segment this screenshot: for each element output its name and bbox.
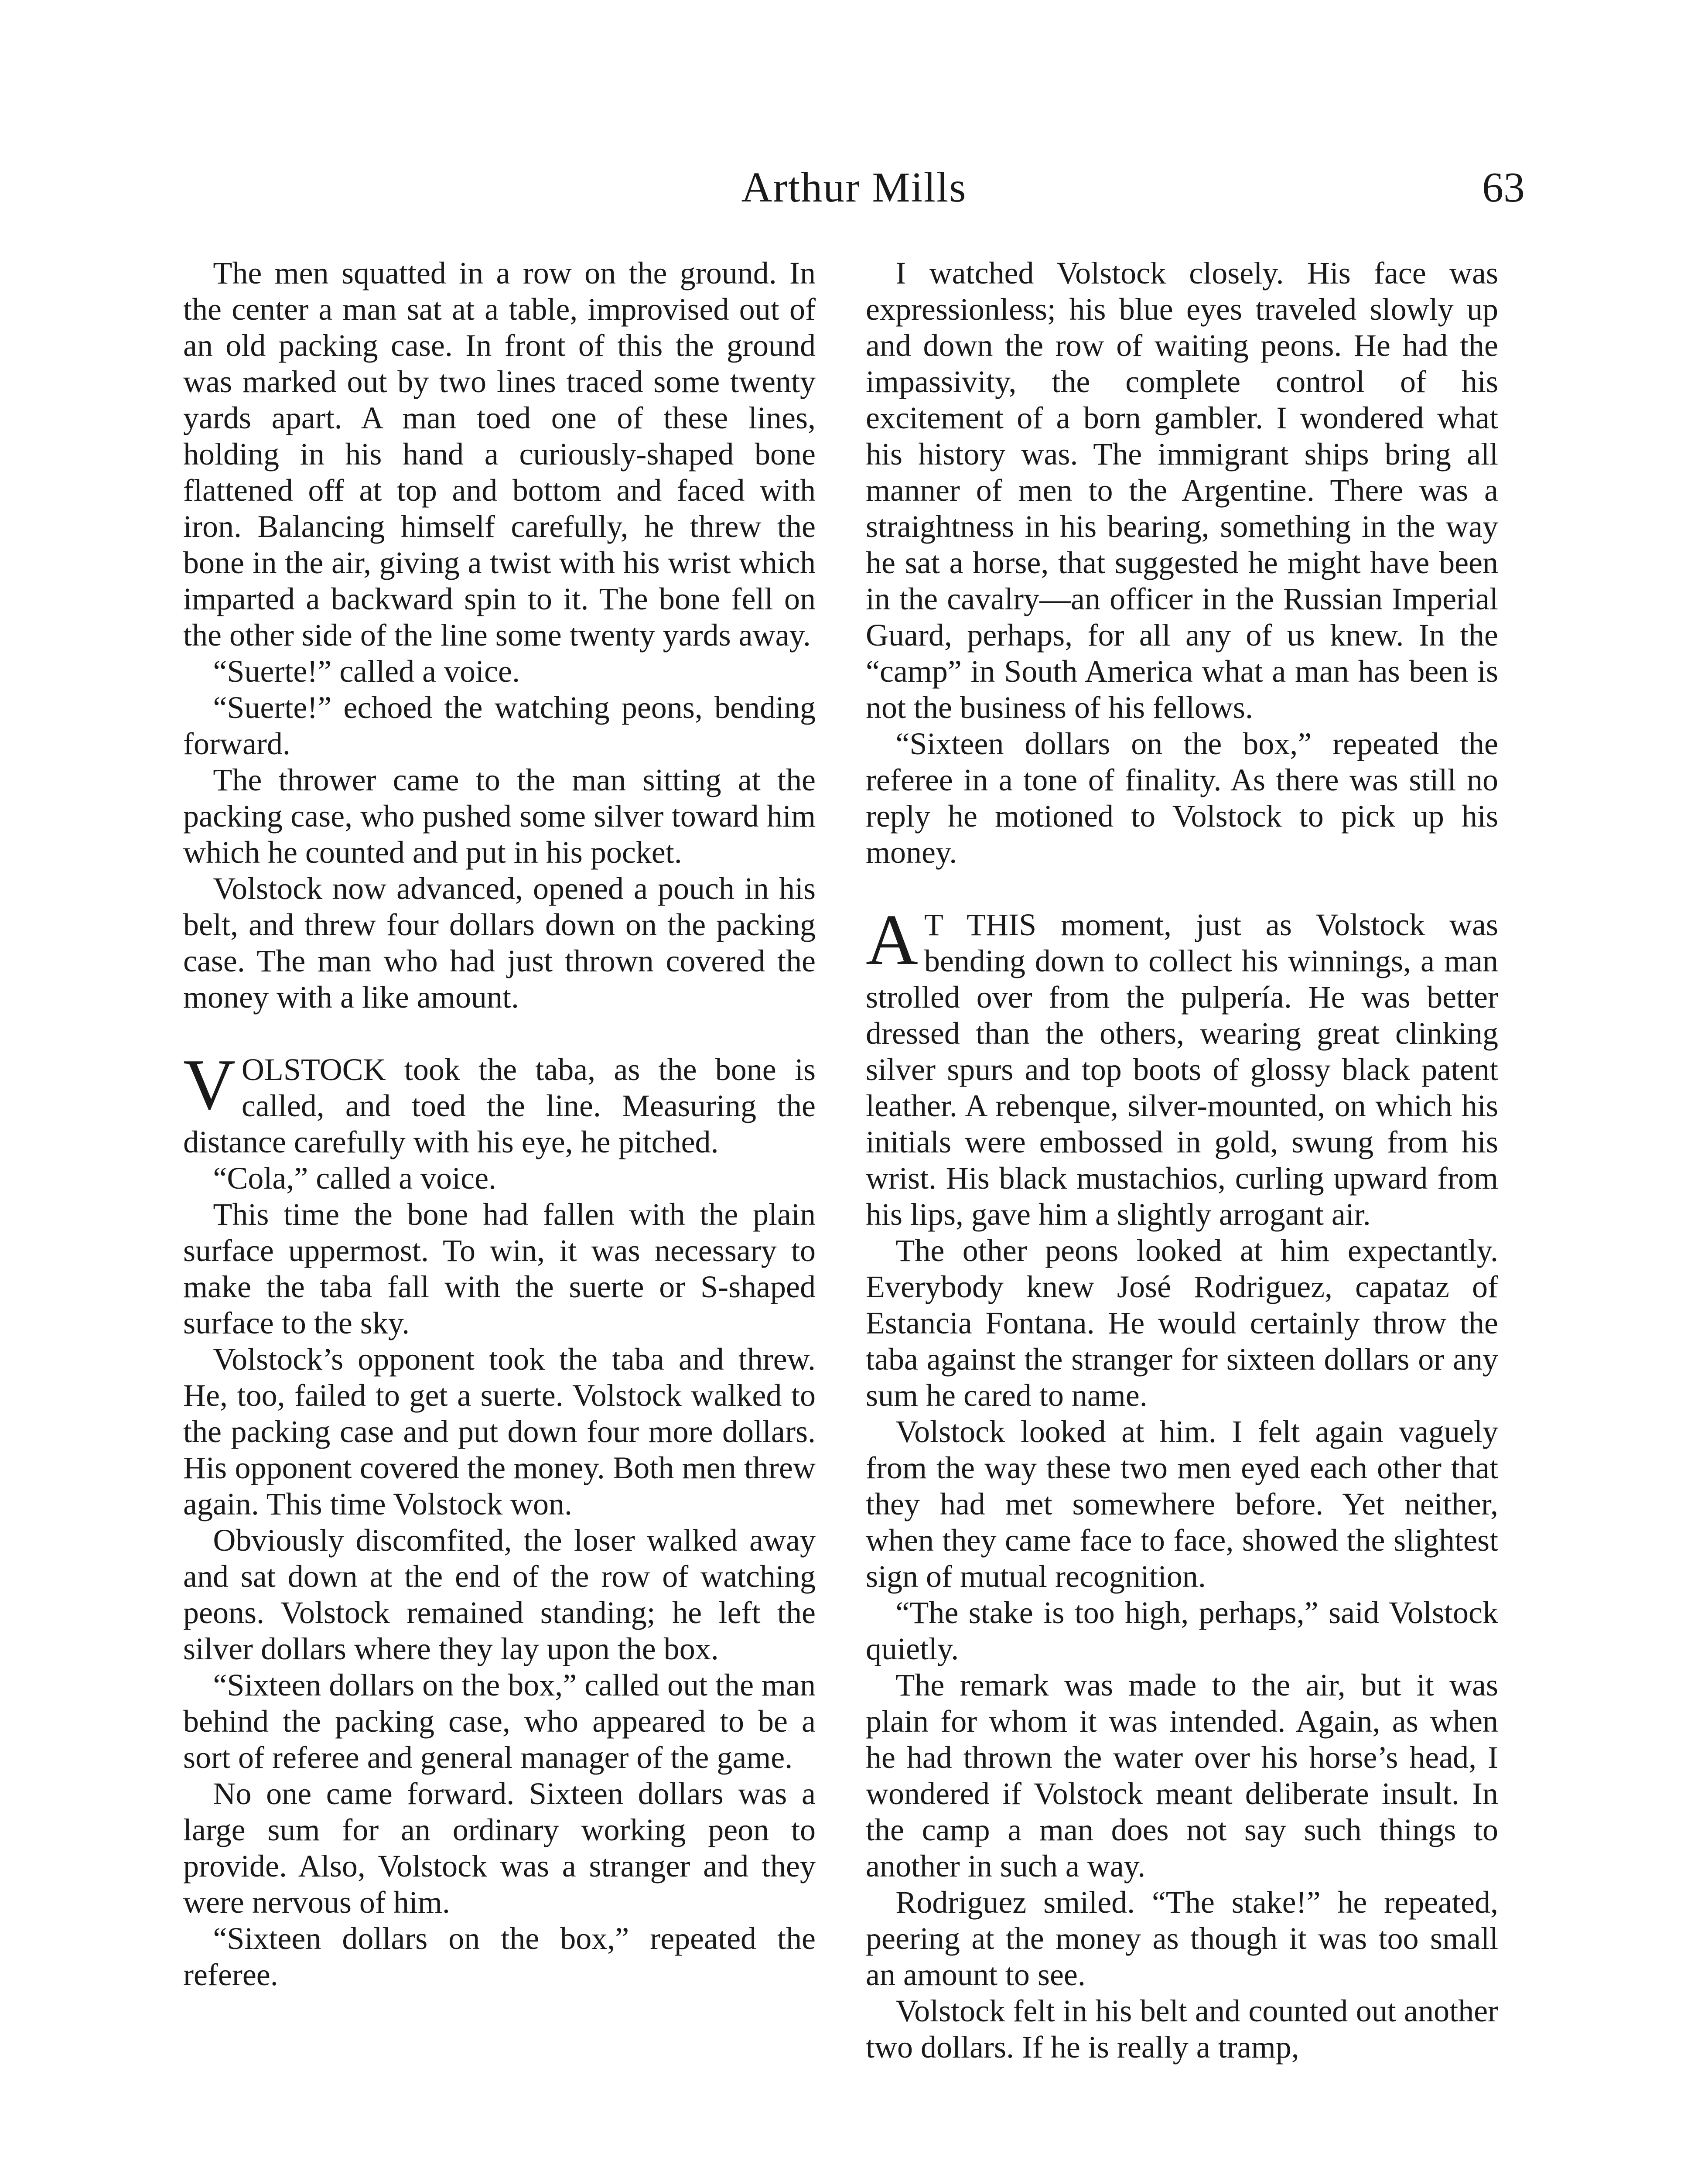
page-header <box>0 157 1708 227</box>
section-opening-paragraph <box>866 899 1498 1233</box>
left-column <box>183 255 816 1993</box>
section-break <box>183 1015 816 1052</box>
paragraph: “Suerte!” called a voice. <box>213 654 520 689</box>
paragraph: Volstock looked at him. I felt again vaguely from the way these two men eyed each other that they had met somewhere before. Yet neither, when they came face to face, showed the slightest sign of mutual recognition. <box>866 1414 1498 1594</box>
paragraph: Volstock felt in his belt and counted out another two dollars. If he is really a tramp, <box>866 1993 1498 2065</box>
running-title: Arthur Mills <box>741 164 967 211</box>
paragraph: I watched Volstock closely. His face was expressionless; his blue eyes traveled slowly up and down the row of waiting peons. He had the impassivity, the complete control of his excitement of a born gambler. I wondered what his history was. The immigrant ships bring all manner of men to the Argentine. There was a straightness in his bearing, something in the way he sat a horse, that suggested he might have been in the cavalry—an officer in the Russian Imperial Guard, perhaps, for all any of us knew. In the “camp” in South America what a man has been is not the business of his fellows. <box>866 256 1498 725</box>
drop-cap: V <box>183 1044 236 1125</box>
paragraph: The remark was made to the air, but it was plain for whom it was intended. Again, as when he had thrown the water over his horse’s head, I wondered if Volstock meant deliberate insult. In the camp a man does not say such things to another in such a way. <box>866 1668 1498 1884</box>
paragraph: “Sixteen dollars on the box,” repeated the referee. <box>183 1921 816 1992</box>
paragraph: “Sixteen dollars on the box,” repeated the referee in a tone of finality. As there was still no reply he motioned to Volstock to pick up his money. <box>866 726 1498 870</box>
paragraph: Obviously discomfited, the loser walked away and sat down at the end of the row of watching peons. Volstock remained standing; he left the silver dollars where they lay upon the box. <box>183 1523 816 1666</box>
page-number: 63 <box>1482 164 1525 211</box>
paragraph: No one came forward. Sixteen dollars was a large sum for an ordinary working peon to provide. Also, Volstock was a stranger and they were nervous of him. <box>183 1776 816 1920</box>
section-opening-paragraph <box>183 1044 816 1160</box>
right-column <box>866 255 1498 2065</box>
paragraph-text: OLSTOCK took the taba, as the bone is called, and toed the line. Measuring the distance carefully with his eye, he pitched. <box>183 1052 816 1159</box>
section-break <box>866 871 1498 907</box>
paragraph-text: T THIS moment, just as Volstock was bending down to collect his winnings, a man strolled over from the pulpería. He was better dressed than the others, wearing great clinking silver spurs and top boots of glossy black patent leather. A rebenque, silver-mounted, on which his initials were embossed in gold, swung from his wrist. His black mustachios, curling upward from his lips, gave him a slightly arrogant air. <box>866 907 1498 1232</box>
paragraph: Volstock now advanced, opened a pouch in his belt, and threw four dollars down on the packing case. The man who had just thrown covered the money with a like amount. <box>183 871 816 1015</box>
paragraph: “Suerte!” echoed the watching peons, bending forward. <box>183 690 816 761</box>
paragraph: The men squatted in a row on the ground. In the center a man sat at a table, improvised out of an old packing case. In front of this the ground was marked out by two lines traced some twenty yards apart. A man toed one of these lines, holding in his hand a curiously-shaped bone flattened off at top and bottom and faced with iron. Balancing himself carefully, he threw the bone in the air, giving a twist with his wrist which imparted a backward spin to it. The bone fell on the other side of the line some twenty yards away. <box>183 256 816 653</box>
paragraph: “The stake is too high, perhaps,” said Volstock quietly. <box>866 1595 1498 1666</box>
paragraph: This time the bone had fallen with the plain surface uppermost. To win, it was necessary to make the taba fall with the suerte or S-shaped surface to the sky. <box>183 1197 816 1340</box>
paragraph: Rodriguez smiled. “The stake!” he repeated, peering at the money as though it was too small an amount to see. <box>866 1885 1498 1992</box>
paragraph: The thrower came to the man sitting at the packing case, who pushed some silver toward him which he counted and put in his pocket. <box>183 762 816 870</box>
paragraph: The other peons looked at him expectantly. Everybody knew José Rodriguez, capataz of Estancia Fontana. He would certainly throw the taba against the stranger for sixteen dollars or any sum he cared to name. <box>866 1233 1498 1413</box>
paragraph: “Cola,” called a voice. <box>213 1161 497 1196</box>
paragraph: “Sixteen dollars on the box,” called out the man behind the packing case, who appeared to be a sort of referee and general manager of the game. <box>183 1668 816 1775</box>
paragraph: Volstock’s opponent took the taba and threw. He, too, failed to get a suerte. Volstock walked to the packing case and put down four more dollars. His opponent covered the money. Both men threw again. This time Volstock won. <box>183 1342 816 1521</box>
drop-cap: A <box>866 899 918 980</box>
